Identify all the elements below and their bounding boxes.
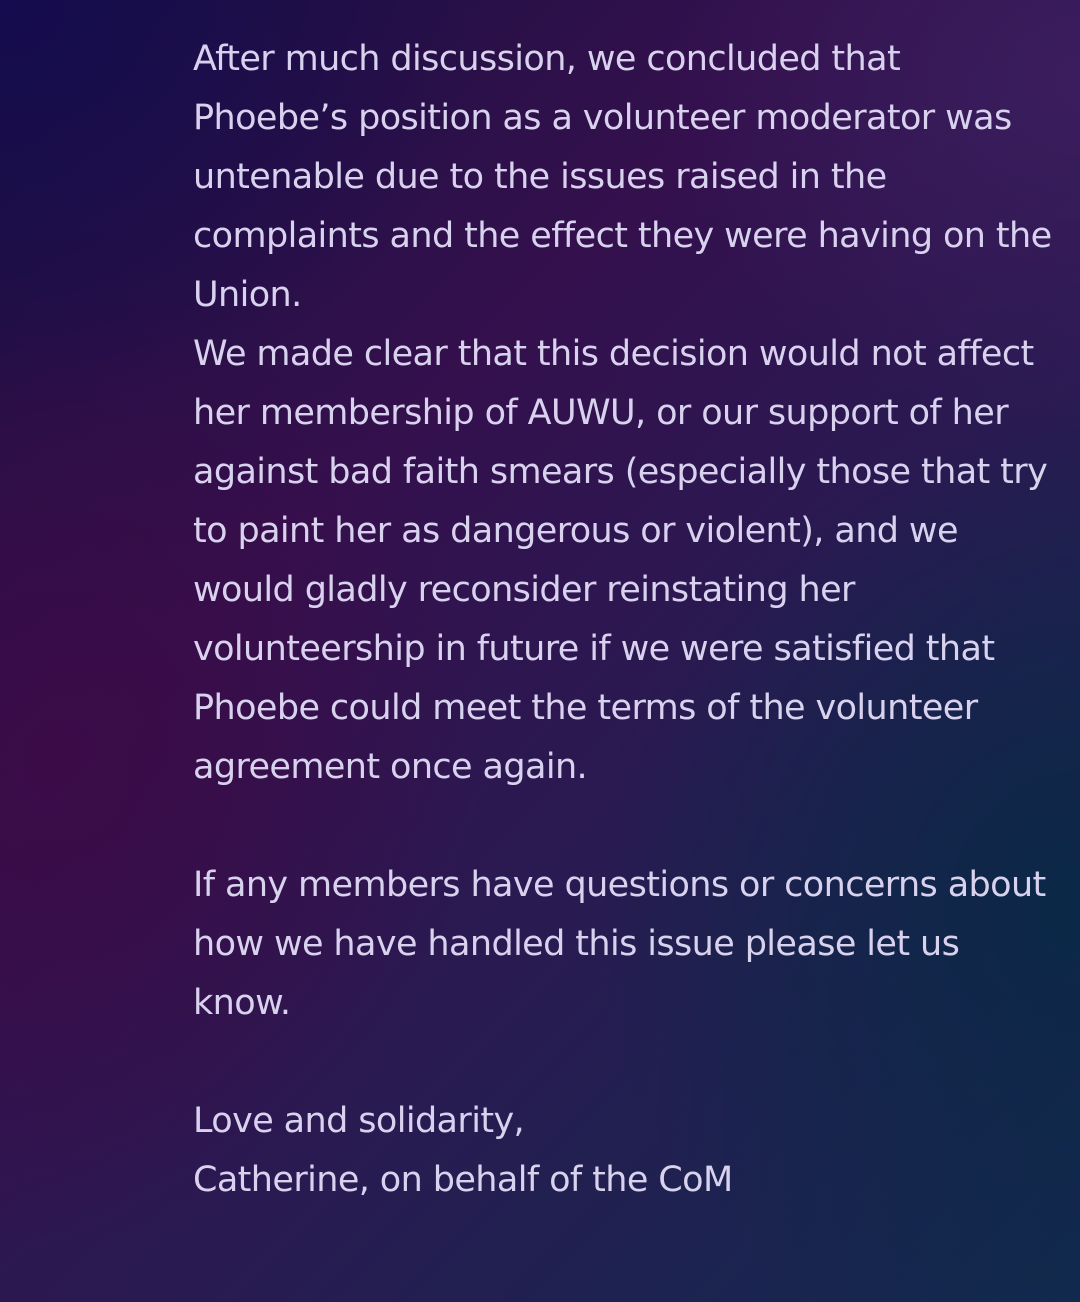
paragraph-questions: If any members have questions or concerns about how we have handled this issue please let us know. xyxy=(193,865,1046,1023)
message-body xyxy=(193,30,1053,1210)
paragraph-conclusion: After much discussion, we concluded that Phoebe’s position as a volunteer moderator was untenable due to the issues raised in the complaints and the effect they were having on the Union. xyxy=(193,39,1052,315)
signoff: Love and solidarity, xyxy=(193,1101,525,1141)
signature: Catherine, on behalf of the CoM xyxy=(193,1160,733,1200)
paragraph-spacer xyxy=(193,1033,1053,1092)
paragraph-spacer xyxy=(193,797,1053,856)
paragraph-decision-details: We made clear that this decision would not affect her membership of AUWU, or our support of her against bad faith smears (especially those that try to paint her as dangerous or violent), and we would gladly reconsider reinstating her volunteership in future if we were satisfied that Phoebe could meet the terms of the volunteer agreement once again. xyxy=(193,334,1048,787)
